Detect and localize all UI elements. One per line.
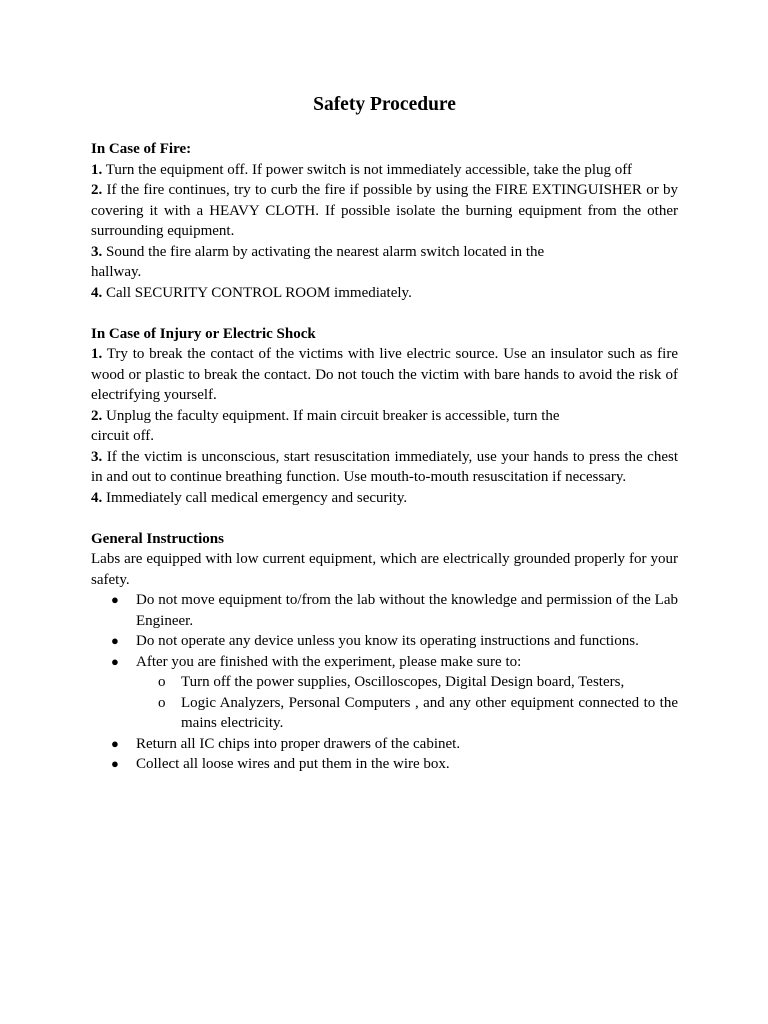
item-text: If the victim is unconscious, start resuscitation immediately, use your hands to press the chest in and out to continue breathing function. Use mouth-to-mouth resuscitation if necessary.	[91, 448, 678, 485]
item-text: Immediately call medical emergency and security.	[102, 489, 408, 506]
injury-heading: In Case of Injury or Electric Shock	[91, 325, 316, 342]
item-number: 3.	[91, 448, 103, 465]
general-intro: Labs are equipped with low current equipment, which are electrically grounded properly for your safety.	[91, 551, 678, 588]
list-item	[111, 631, 678, 652]
circle-bullet-icon: o	[158, 694, 166, 711]
fire-item-1	[91, 160, 678, 181]
fire-heading: In Case of Fire:	[91, 141, 192, 157]
fire-section	[91, 139, 678, 303]
item-number: 4.	[91, 489, 103, 506]
bullet-icon: ●	[111, 653, 119, 669]
item-number: 2.	[91, 407, 103, 424]
item-continuation: circuit off.	[91, 428, 155, 444]
item-number: 1.	[91, 161, 103, 178]
list-item-text: Return all IC chips into proper drawers of the cabinet.	[136, 735, 461, 752]
list-item	[111, 734, 678, 755]
sub-list	[136, 672, 678, 734]
injury-item-4	[91, 488, 678, 509]
injury-section	[91, 324, 678, 509]
bullet-icon: ●	[111, 633, 119, 648]
item-number: 1.	[91, 346, 103, 362]
list-item-text: Collect all loose wires and put them in the wire box.	[136, 756, 450, 772]
bullet-icon: ●	[111, 735, 119, 751]
injury-item-2	[91, 406, 678, 447]
instruction-list	[91, 590, 678, 775]
injury-item-1	[91, 344, 678, 406]
list-item-text: After you are finished with the experiment, please make sure to:	[136, 653, 522, 670]
fire-item-3	[91, 242, 678, 283]
item-number: 3.	[91, 243, 103, 260]
list-item	[111, 652, 678, 734]
item-text: Sound the fire alarm by activating the nearest alarm switch located in the	[102, 243, 545, 260]
bullet-icon: ●	[111, 756, 119, 771]
fire-item-2	[91, 180, 678, 242]
list-item-text: Do not move equipment to/from the lab without the knowledge and permission of the Lab Engineer.	[136, 592, 678, 629]
item-number: 4.	[91, 284, 103, 301]
page-title: Safety Procedure	[313, 94, 456, 115]
sub-list-item	[158, 693, 678, 734]
item-text: Call SECURITY CONTROL ROOM immediately.	[102, 284, 412, 301]
sub-list-item-text: Logic Analyzers, Personal Computers , and any other equipment connected to the mains electricity.	[181, 694, 678, 731]
list-item-text: Do not operate any device unless you know its operating instructions and functions.	[136, 633, 639, 649]
item-number: 2.	[91, 182, 103, 198]
document-body	[91, 93, 678, 775]
circle-bullet-icon: o	[158, 674, 166, 690]
fire-item-4	[91, 283, 678, 304]
sub-list-item-text: Turn off the power supplies, Oscilloscopes, Digital Design board, Testers,	[181, 674, 625, 690]
list-item	[111, 754, 678, 775]
injury-item-3	[91, 447, 678, 488]
sub-list-item	[158, 672, 678, 693]
item-text: Turn the equipment off. If power switch is not immediately accessible, take the plug off	[102, 161, 633, 178]
bullet-icon: ●	[111, 592, 119, 607]
item-text: Try to break the contact of the victims with live electric source. Use an insulator such as fire wood or plastic to break the contact. Do not touch the victim with bare hands to avoid the risk of electrifying yourself.	[91, 346, 678, 403]
general-section	[91, 529, 678, 775]
item-continuation: hallway.	[91, 264, 142, 280]
list-item	[111, 590, 678, 631]
general-heading: General Instructions	[91, 530, 224, 547]
item-text: If the fire continues, try to curb the fire if possible by using the FIRE EXTINGUISHER or by covering it with a HEAVY CLOTH. If possible isolate the burning equipment from the other surrounding equipment.	[91, 182, 678, 239]
item-text: Unplug the faculty equipment. If main circuit breaker is accessible, turn the	[102, 407, 560, 424]
